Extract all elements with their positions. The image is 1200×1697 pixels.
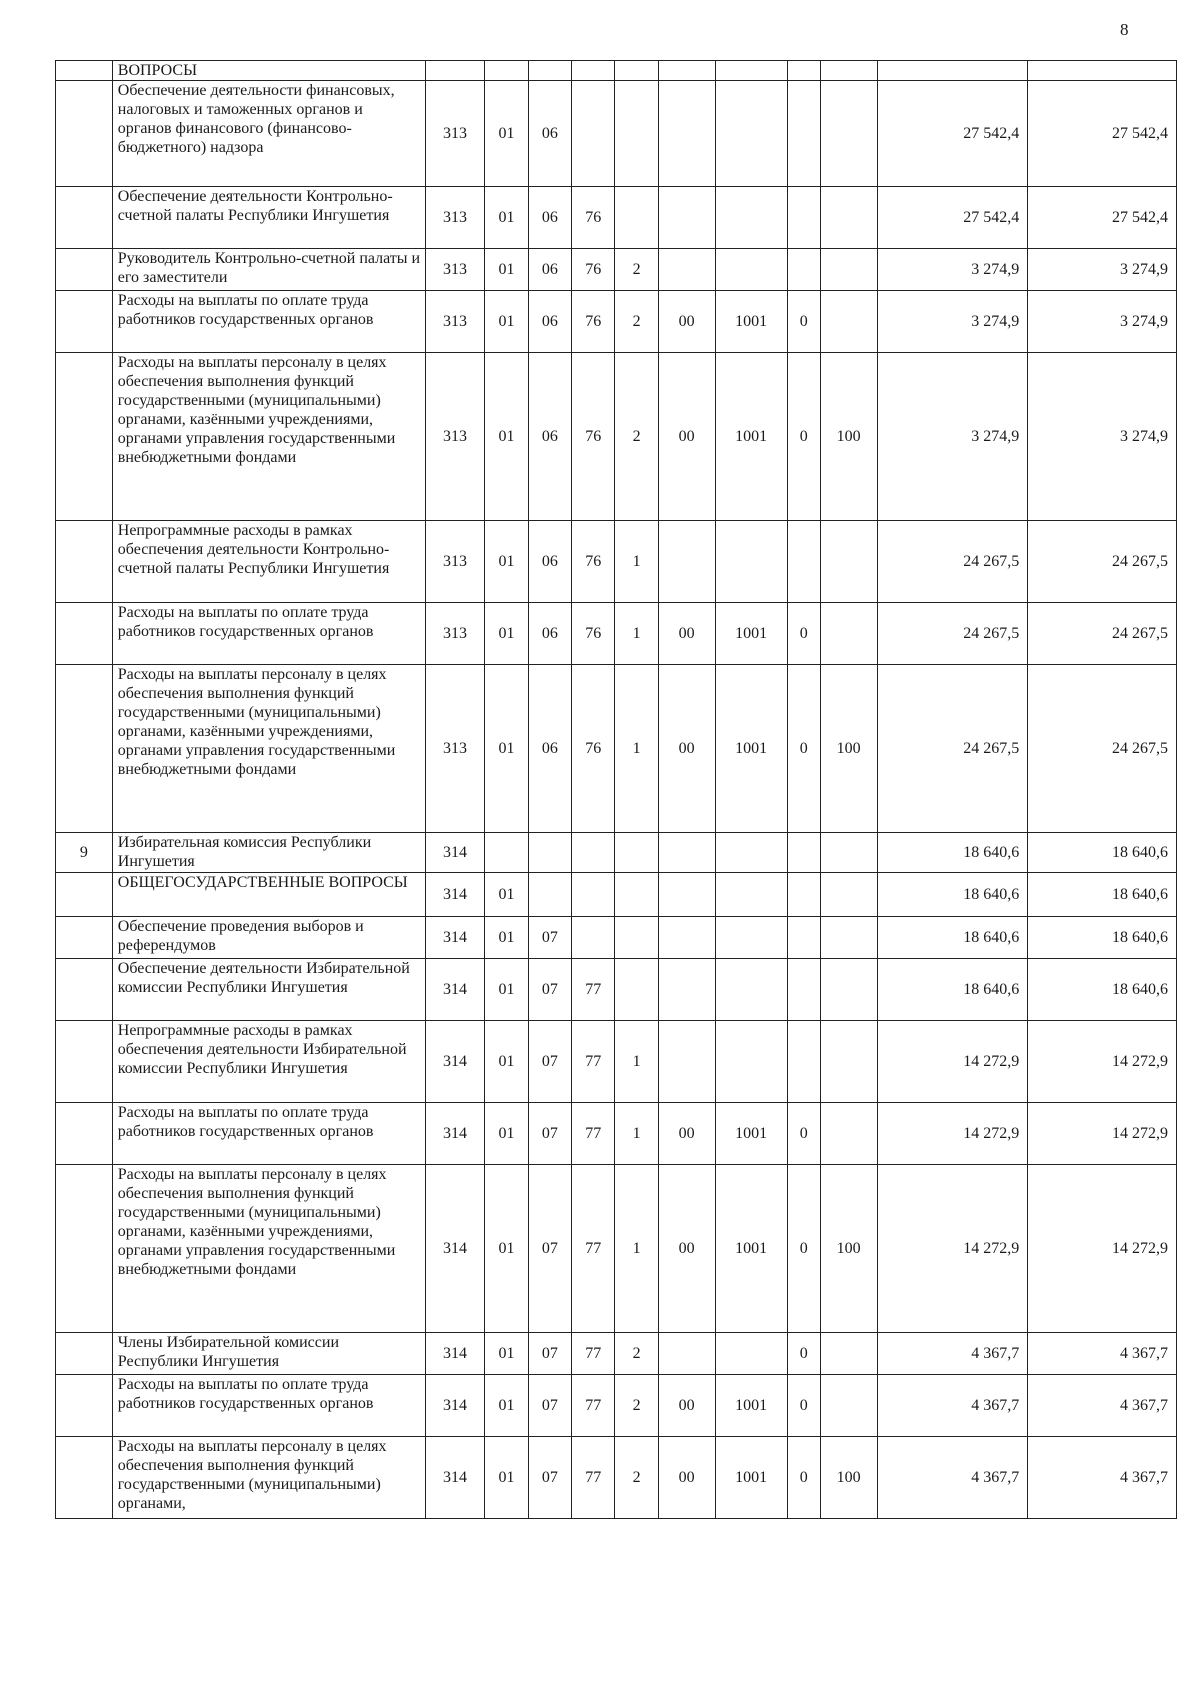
code-subprogram xyxy=(615,61,658,81)
code-measure: 00 xyxy=(658,291,715,353)
code-ministry: 313 xyxy=(425,665,485,833)
code-direction xyxy=(715,187,787,249)
table-row xyxy=(56,1375,1177,1437)
code-expense-type xyxy=(820,81,877,187)
code-extra: 0 xyxy=(787,1437,820,1519)
amount-1: 14 272,9 xyxy=(877,1103,1028,1165)
code-subprogram xyxy=(615,187,658,249)
code-subsection xyxy=(528,873,571,917)
table-row xyxy=(56,81,1177,187)
table-row xyxy=(56,353,1177,521)
code-subprogram: 1 xyxy=(615,665,658,833)
code-measure: 00 xyxy=(658,1103,715,1165)
amount-1: 4 367,7 xyxy=(877,1333,1028,1375)
code-ministry: 314 xyxy=(425,1021,485,1103)
code-subprogram: 1 xyxy=(615,1021,658,1103)
code-expense-type xyxy=(820,917,877,959)
code-subsection: 07 xyxy=(528,917,571,959)
code-subsection: 07 xyxy=(528,1021,571,1103)
amount-1: 18 640,6 xyxy=(877,959,1028,1021)
item-name: Расходы на выплаты по оплате труда работников государственных органов xyxy=(112,291,425,353)
amount-2: 4 367,7 xyxy=(1028,1333,1177,1375)
code-ministry: 314 xyxy=(425,1375,485,1437)
amount-1: 14 272,9 xyxy=(877,1165,1028,1333)
row-number xyxy=(56,665,113,833)
item-name: Расходы на выплаты персоналу в целях обеспечения выполнения функций государственными (муниципальными) органами, казёнными учреждениями, органами управления государственными внебюджетными фондами xyxy=(112,665,425,833)
code-expense-type xyxy=(820,1103,877,1165)
code-direction: 1001 xyxy=(715,291,787,353)
table-row xyxy=(56,1103,1177,1165)
code-extra xyxy=(787,249,820,291)
code-expense-type xyxy=(820,1021,877,1103)
code-ministry: 314 xyxy=(425,833,485,873)
item-name: Руководитель Контрольно-счетной палаты и его заместители xyxy=(112,249,425,291)
code-section: 01 xyxy=(485,1437,528,1519)
code-program: 77 xyxy=(572,1103,615,1165)
page-number: 8 xyxy=(1120,20,1129,39)
code-section: 01 xyxy=(485,1103,528,1165)
code-measure: 00 xyxy=(658,353,715,521)
budget-table xyxy=(55,60,1177,1519)
code-extra xyxy=(787,187,820,249)
code-section: 01 xyxy=(485,291,528,353)
code-expense-type: 100 xyxy=(820,1437,877,1519)
code-measure xyxy=(658,917,715,959)
code-section: 01 xyxy=(485,1375,528,1437)
amount-2: 27 542,4 xyxy=(1028,187,1177,249)
amount-1: 27 542,4 xyxy=(877,187,1028,249)
code-ministry: 313 xyxy=(425,291,485,353)
code-measure xyxy=(658,1021,715,1103)
code-direction: 1001 xyxy=(715,1437,787,1519)
table-row xyxy=(56,61,1177,81)
code-section: 01 xyxy=(485,521,528,603)
code-program: 76 xyxy=(572,249,615,291)
code-section: 01 xyxy=(485,81,528,187)
amount-2: 24 267,5 xyxy=(1028,603,1177,665)
code-expense-type xyxy=(820,1375,877,1437)
amount-2: 4 367,7 xyxy=(1028,1375,1177,1437)
code-measure: 00 xyxy=(658,1437,715,1519)
code-ministry: 313 xyxy=(425,81,485,187)
code-ministry: 313 xyxy=(425,603,485,665)
code-expense-type: 100 xyxy=(820,353,877,521)
code-measure: 00 xyxy=(658,603,715,665)
row-number xyxy=(56,1021,113,1103)
amount-2 xyxy=(1028,61,1177,81)
code-subprogram xyxy=(615,873,658,917)
item-name: Непрограммные расходы в рамках обеспечения деятельности Избирательной комиссии Республики Ингушетия xyxy=(112,1021,425,1103)
code-section: 01 xyxy=(485,603,528,665)
table-row xyxy=(56,873,1177,917)
row-number xyxy=(56,603,113,665)
code-subprogram: 2 xyxy=(615,1437,658,1519)
amount-1: 4 367,7 xyxy=(877,1437,1028,1519)
item-name: Расходы на выплаты по оплате труда работников государственных органов xyxy=(112,1375,425,1437)
code-ministry: 314 xyxy=(425,1437,485,1519)
code-program: 77 xyxy=(572,1333,615,1375)
table-row xyxy=(56,1165,1177,1333)
code-direction xyxy=(715,1021,787,1103)
row-number xyxy=(56,959,113,1021)
code-program: 77 xyxy=(572,1437,615,1519)
item-name: Обеспечение проведения выборов и референдумов xyxy=(112,917,425,959)
code-section: 01 xyxy=(485,249,528,291)
code-measure xyxy=(658,959,715,1021)
item-name: Члены Избирательной комиссии Республики Ингушетия xyxy=(112,1333,425,1375)
code-section xyxy=(485,833,528,873)
code-section: 01 xyxy=(485,665,528,833)
amount-2: 24 267,5 xyxy=(1028,665,1177,833)
code-subsection: 06 xyxy=(528,81,571,187)
code-subsection: 06 xyxy=(528,187,571,249)
row-number xyxy=(56,249,113,291)
code-program: 76 xyxy=(572,353,615,521)
code-extra: 0 xyxy=(787,603,820,665)
code-direction: 1001 xyxy=(715,1165,787,1333)
row-number xyxy=(56,187,113,249)
amount-1: 14 272,9 xyxy=(877,1021,1028,1103)
code-expense-type xyxy=(820,187,877,249)
code-direction: 1001 xyxy=(715,665,787,833)
item-name: Обеспечение деятельности финансовых, налоговых и таможенных органов и органов финансового (финансово-бюджетного) надзора xyxy=(112,81,425,187)
code-subsection xyxy=(528,61,571,81)
code-extra xyxy=(787,873,820,917)
amount-1: 24 267,5 xyxy=(877,603,1028,665)
code-expense-type: 100 xyxy=(820,1165,877,1333)
amount-1: 3 274,9 xyxy=(877,291,1028,353)
code-section: 01 xyxy=(485,1333,528,1375)
code-program xyxy=(572,61,615,81)
item-name: Расходы на выплаты персоналу в целях обеспечения выполнения функций государственными (муниципальными) органами, казёнными учреждениями, органами управления государственными внебюджетными фондами xyxy=(112,353,425,521)
code-subsection: 07 xyxy=(528,1103,571,1165)
code-section: 01 xyxy=(485,187,528,249)
item-name: Расходы на выплаты по оплате труда работников государственных органов xyxy=(112,1103,425,1165)
code-ministry: 314 xyxy=(425,1333,485,1375)
amount-2: 18 640,6 xyxy=(1028,873,1177,917)
code-ministry: 313 xyxy=(425,187,485,249)
code-program xyxy=(572,917,615,959)
code-measure: 00 xyxy=(658,1375,715,1437)
amount-2: 18 640,6 xyxy=(1028,833,1177,873)
code-expense-type xyxy=(820,291,877,353)
row-number xyxy=(56,291,113,353)
code-direction xyxy=(715,521,787,603)
code-direction: 1001 xyxy=(715,1103,787,1165)
table-row xyxy=(56,1437,1177,1519)
table-row xyxy=(56,187,1177,249)
code-measure xyxy=(658,249,715,291)
code-subprogram: 2 xyxy=(615,249,658,291)
amount-1: 27 542,4 xyxy=(877,81,1028,187)
code-measure xyxy=(658,873,715,917)
code-ministry: 314 xyxy=(425,873,485,917)
amount-1 xyxy=(877,61,1028,81)
code-extra xyxy=(787,833,820,873)
code-subprogram: 2 xyxy=(615,353,658,521)
item-name: Непрограммные расходы в рамках обеспечения деятельности Контрольно-счетной палаты Республики Ингушетия xyxy=(112,521,425,603)
amount-2: 4 367,7 xyxy=(1028,1437,1177,1519)
code-subsection: 07 xyxy=(528,1437,571,1519)
amount-1: 4 367,7 xyxy=(877,1375,1028,1437)
row-number xyxy=(56,917,113,959)
amount-2: 3 274,9 xyxy=(1028,249,1177,291)
code-subprogram: 2 xyxy=(615,1375,658,1437)
amount-2: 24 267,5 xyxy=(1028,521,1177,603)
code-subsection: 06 xyxy=(528,353,571,521)
code-direction xyxy=(715,1333,787,1375)
code-direction xyxy=(715,833,787,873)
code-ministry: 313 xyxy=(425,249,485,291)
amount-2: 3 274,9 xyxy=(1028,353,1177,521)
code-measure: 00 xyxy=(658,1165,715,1333)
table-row xyxy=(56,521,1177,603)
code-expense-type xyxy=(820,61,877,81)
code-direction xyxy=(715,249,787,291)
code-ministry: 314 xyxy=(425,917,485,959)
amount-2: 14 272,9 xyxy=(1028,1021,1177,1103)
code-subprogram: 2 xyxy=(615,1333,658,1375)
code-program: 76 xyxy=(572,187,615,249)
row-number xyxy=(56,81,113,187)
row-number xyxy=(56,873,113,917)
code-expense-type xyxy=(820,603,877,665)
code-subsection: 06 xyxy=(528,603,571,665)
item-name: Расходы на выплаты персоналу в целях обеспечения выполнения функций государственными (муниципальными) органами, казёнными учреждениями, органами управления государственными внебюджетными фондами xyxy=(112,1165,425,1333)
code-program: 77 xyxy=(572,1021,615,1103)
code-expense-type xyxy=(820,249,877,291)
code-subsection: 06 xyxy=(528,249,571,291)
code-ministry: 314 xyxy=(425,1103,485,1165)
amount-1: 18 640,6 xyxy=(877,873,1028,917)
code-program: 77 xyxy=(572,1375,615,1437)
amount-2: 18 640,6 xyxy=(1028,917,1177,959)
code-section: 01 xyxy=(485,917,528,959)
code-subprogram: 2 xyxy=(615,291,658,353)
amount-1: 18 640,6 xyxy=(877,833,1028,873)
amount-1: 3 274,9 xyxy=(877,249,1028,291)
code-program xyxy=(572,873,615,917)
table-row xyxy=(56,291,1177,353)
code-subprogram: 1 xyxy=(615,1165,658,1333)
code-section: 01 xyxy=(485,873,528,917)
code-direction: 1001 xyxy=(715,1375,787,1437)
code-measure xyxy=(658,833,715,873)
code-subsection xyxy=(528,833,571,873)
code-ministry: 313 xyxy=(425,353,485,521)
row-number xyxy=(56,1437,113,1519)
code-subprogram: 1 xyxy=(615,1103,658,1165)
code-extra: 0 xyxy=(787,1165,820,1333)
code-subprogram xyxy=(615,833,658,873)
amount-2: 3 274,9 xyxy=(1028,291,1177,353)
item-name: Обеспечение деятельности Избирательной комиссии Республики Ингушетия xyxy=(112,959,425,1021)
code-ministry: 313 xyxy=(425,521,485,603)
code-measure xyxy=(658,1333,715,1375)
amount-1: 18 640,6 xyxy=(877,917,1028,959)
row-number: 9 xyxy=(56,833,113,873)
item-name: Расходы на выплаты персоналу в целях обеспечения выполнения функций государственными (муниципальными) органами, xyxy=(112,1437,425,1519)
code-subsection: 07 xyxy=(528,959,571,1021)
code-expense-type xyxy=(820,833,877,873)
amount-2: 18 640,6 xyxy=(1028,959,1177,1021)
code-program: 77 xyxy=(572,1165,615,1333)
amount-1: 24 267,5 xyxy=(877,665,1028,833)
code-measure xyxy=(658,81,715,187)
amount-2: 27 542,4 xyxy=(1028,81,1177,187)
code-measure xyxy=(658,61,715,81)
code-subsection: 06 xyxy=(528,665,571,833)
code-direction xyxy=(715,61,787,81)
code-program: 76 xyxy=(572,603,615,665)
code-direction xyxy=(715,81,787,187)
code-measure xyxy=(658,521,715,603)
table-row xyxy=(56,917,1177,959)
amount-2: 14 272,9 xyxy=(1028,1165,1177,1333)
code-direction xyxy=(715,959,787,1021)
code-section: 01 xyxy=(485,1165,528,1333)
code-subprogram: 1 xyxy=(615,521,658,603)
table-row xyxy=(56,665,1177,833)
code-extra xyxy=(787,61,820,81)
row-number xyxy=(56,1165,113,1333)
code-subprogram xyxy=(615,917,658,959)
code-extra: 0 xyxy=(787,291,820,353)
code-direction: 1001 xyxy=(715,353,787,521)
code-direction xyxy=(715,917,787,959)
code-subsection: 07 xyxy=(528,1333,571,1375)
item-name: ОБЩЕГОСУДАРСТВЕННЫЕ ВОПРОСЫ xyxy=(112,873,425,917)
code-program: 77 xyxy=(572,959,615,1021)
row-number xyxy=(56,1103,113,1165)
code-extra: 0 xyxy=(787,353,820,521)
code-extra xyxy=(787,521,820,603)
code-subprogram xyxy=(615,959,658,1021)
code-extra xyxy=(787,917,820,959)
code-extra: 0 xyxy=(787,665,820,833)
code-ministry: 314 xyxy=(425,1165,485,1333)
code-expense-type xyxy=(820,521,877,603)
code-direction xyxy=(715,873,787,917)
code-subsection: 07 xyxy=(528,1165,571,1333)
code-expense-type xyxy=(820,959,877,1021)
code-program xyxy=(572,833,615,873)
row-number xyxy=(56,353,113,521)
code-section: 01 xyxy=(485,1021,528,1103)
code-ministry: 314 xyxy=(425,959,485,1021)
code-ministry xyxy=(425,61,485,81)
table-row xyxy=(56,959,1177,1021)
code-section xyxy=(485,61,528,81)
code-expense-type xyxy=(820,1333,877,1375)
code-section: 01 xyxy=(485,353,528,521)
table-row xyxy=(56,249,1177,291)
table-row xyxy=(56,603,1177,665)
row-number xyxy=(56,521,113,603)
table-body xyxy=(56,61,1177,1519)
row-number xyxy=(56,1333,113,1375)
code-extra xyxy=(787,959,820,1021)
code-subprogram: 1 xyxy=(615,603,658,665)
code-extra: 0 xyxy=(787,1103,820,1165)
code-subsection: 06 xyxy=(528,521,571,603)
code-extra xyxy=(787,1021,820,1103)
code-program: 76 xyxy=(572,521,615,603)
code-extra: 0 xyxy=(787,1333,820,1375)
code-extra: 0 xyxy=(787,1375,820,1437)
code-program: 76 xyxy=(572,291,615,353)
code-measure: 00 xyxy=(658,665,715,833)
code-direction: 1001 xyxy=(715,603,787,665)
code-expense-type: 100 xyxy=(820,665,877,833)
row-number xyxy=(56,61,113,81)
code-subsection: 06 xyxy=(528,291,571,353)
code-program xyxy=(572,81,615,187)
code-section: 01 xyxy=(485,959,528,1021)
code-subprogram xyxy=(615,81,658,187)
code-subsection: 07 xyxy=(528,1375,571,1437)
table-row xyxy=(56,833,1177,873)
table-row xyxy=(56,1333,1177,1375)
table-row xyxy=(56,1021,1177,1103)
amount-1: 3 274,9 xyxy=(877,353,1028,521)
amount-1: 24 267,5 xyxy=(877,521,1028,603)
row-number xyxy=(56,1375,113,1437)
item-name: Обеспечение деятельности Контрольно-счетной палаты Республики Ингушетия xyxy=(112,187,425,249)
item-name: Избирательная комиссия Республики Ингушетия xyxy=(112,833,425,873)
item-name: Расходы на выплаты по оплате труда работников государственных органов xyxy=(112,603,425,665)
code-program: 76 xyxy=(572,665,615,833)
code-measure xyxy=(658,187,715,249)
item-name: ВОПРОСЫ xyxy=(112,61,425,81)
code-extra xyxy=(787,81,820,187)
code-expense-type xyxy=(820,873,877,917)
amount-2: 14 272,9 xyxy=(1028,1103,1177,1165)
